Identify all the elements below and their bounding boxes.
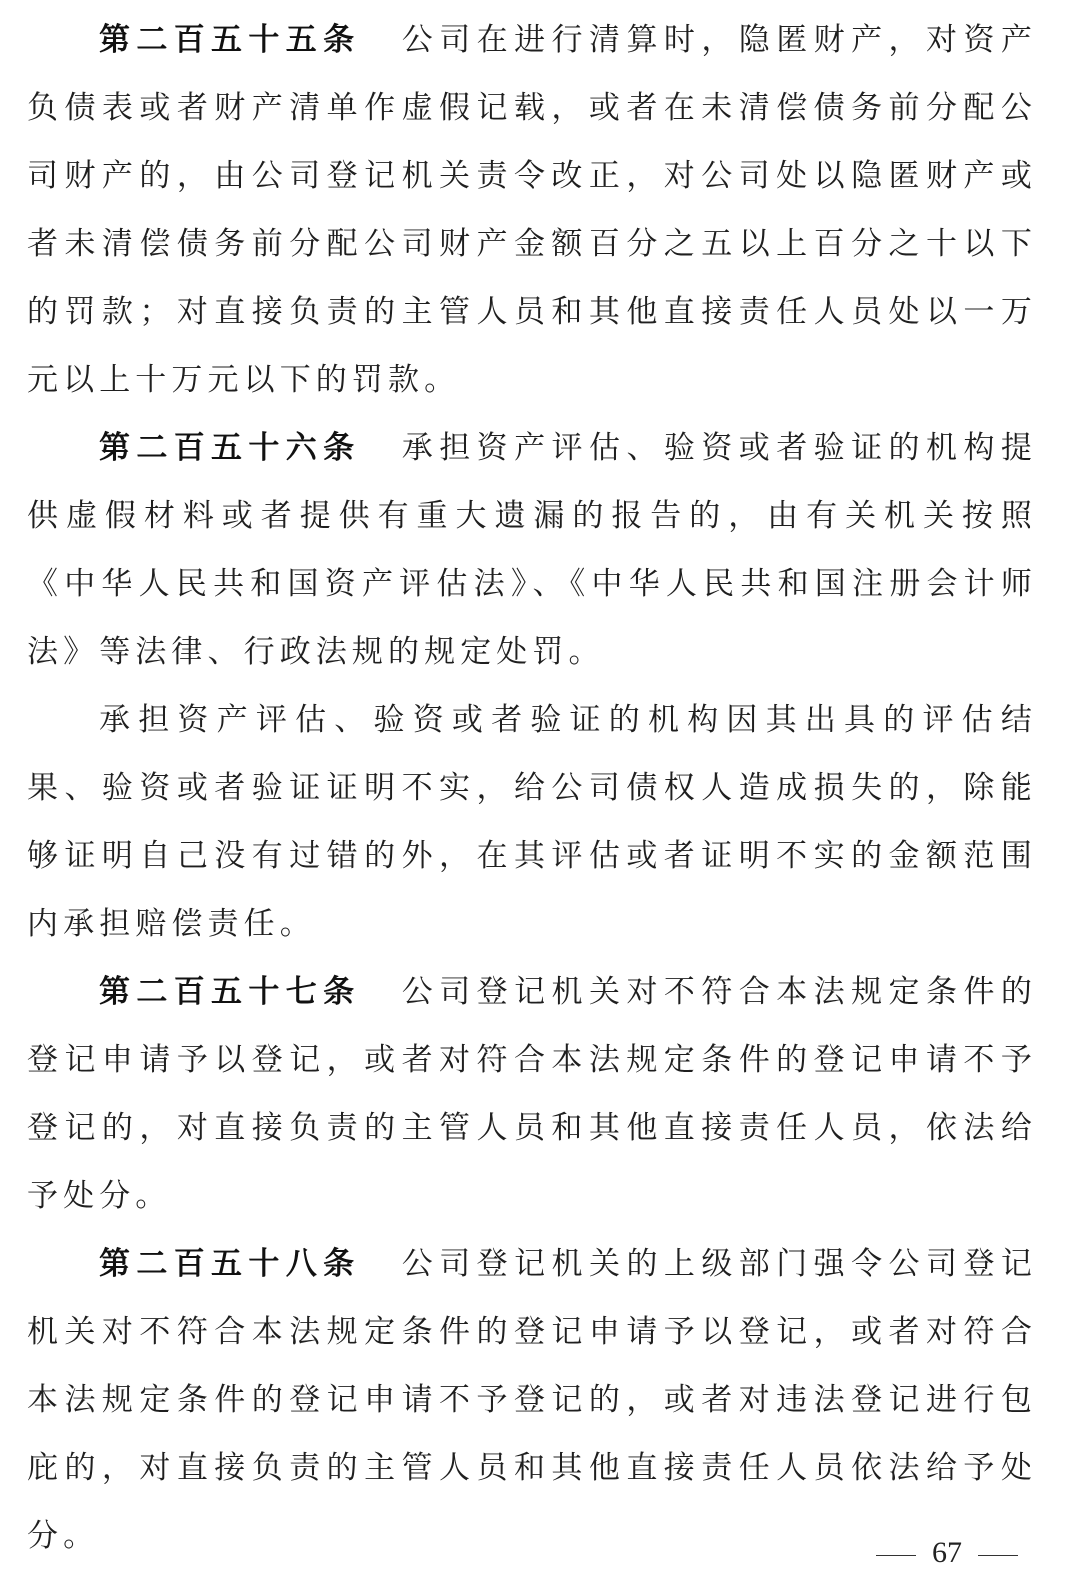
document-page bbox=[27, 6, 1037, 1570]
article-number: 第二百五十六条 bbox=[99, 430, 361, 466]
article-number: 第二百五十五条 bbox=[99, 22, 361, 58]
article-text: 公司在进行清算时，隐匿财产，对资产负债表或者财产清单作虚假记载，或者在未清偿债务前分配公司财产的，由公司登记机关责令改正，对公司处以隐匿财产或者未清偿债务前分配公司财产金额百分之五以上百分之十以下的罚款；对直接负责的主管人员和其他直接责任人员处以一万元以上十万元以下的罚款。 bbox=[27, 22, 1037, 398]
right-dash bbox=[978, 1555, 1018, 1556]
article-text: 承担资产评估、验资或者验证的机构因其出具的评估结果、验资或者验证证明不实，给公司债权人造成损失的，除能够证明自己没有过错的外，在其评估或者证明不实的金额范围内承担赔偿责任。 bbox=[27, 702, 1037, 942]
article-258-paragraph bbox=[27, 1230, 1037, 1570]
article-256-paragraph bbox=[27, 414, 1037, 686]
article-text: 公司登记机关的上级部门强令公司登记机关对不符合本法规定条件的登记申请予以登记，或者对符合本法规定条件的登记申请不予登记的，或者对违法登记进行包庇的，对直接负责的主管人员和其他直接责任人员依法给予处分。 bbox=[27, 1246, 1037, 1554]
article-text: 公司登记机关对不符合本法规定条件的登记申请予以登记，或者对符合本法规定条件的登记申请不予登记的，对直接负责的主管人员和其他直接责任人员，依法给予处分。 bbox=[27, 974, 1037, 1214]
left-dash bbox=[876, 1555, 916, 1556]
article-257-paragraph bbox=[27, 958, 1037, 1230]
article-text: 承担资产评估、验资或者验证的机构提供虚假材料或者提供有重大遗漏的报告的，由有关机关按照《中华人民共和国资产评估法》、《中华人民共和国注册会计师法》等法律、行政法规的规定处罚。 bbox=[27, 430, 1037, 670]
page-number bbox=[872, 1533, 1022, 1573]
page-number-value: 67 bbox=[932, 1536, 962, 1569]
article-256-second-paragraph bbox=[27, 686, 1037, 958]
article-number: 第二百五十八条 bbox=[99, 1246, 361, 1282]
article-number: 第二百五十七条 bbox=[99, 974, 361, 1010]
article-255-paragraph bbox=[27, 6, 1037, 414]
